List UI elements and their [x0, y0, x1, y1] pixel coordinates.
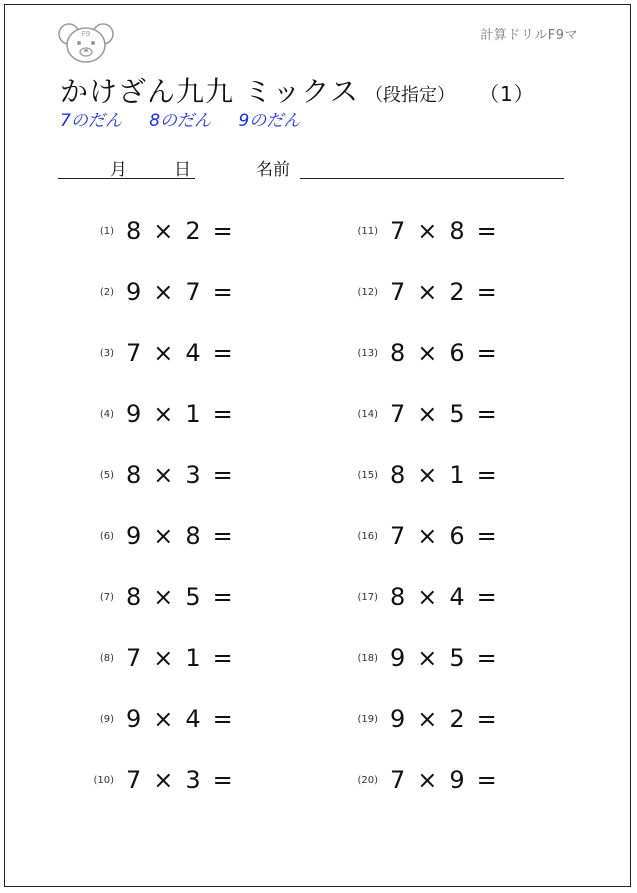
problem-number: (20)	[357, 774, 378, 786]
operand-a: 9	[126, 278, 144, 306]
times-sign: ×	[417, 400, 440, 428]
times-sign: ×	[417, 705, 440, 733]
times-sign: ×	[153, 278, 176, 306]
problem-number: (3)	[99, 347, 114, 359]
operand-a: 8	[390, 461, 408, 489]
problem-expression	[390, 766, 509, 794]
operand-b: 5	[449, 400, 467, 428]
times-sign: ×	[153, 583, 176, 611]
times-sign: ×	[153, 766, 176, 794]
problem-expression	[126, 461, 245, 489]
operand-b: 4	[185, 339, 203, 367]
times-sign: ×	[417, 583, 440, 611]
equals-sign: =	[476, 217, 499, 245]
equals-sign: =	[212, 217, 235, 245]
operand-a: 7	[390, 400, 408, 428]
problem-item	[80, 760, 245, 800]
problem-item	[80, 272, 245, 312]
problem-item	[344, 455, 509, 495]
problem-expression	[390, 583, 509, 611]
day-label: 日	[174, 160, 191, 180]
problem-number: (8)	[99, 652, 114, 664]
dan-list	[60, 106, 322, 131]
problem-number: (13)	[357, 347, 378, 359]
problem-item	[80, 394, 245, 434]
problem-item	[344, 333, 509, 373]
equals-sign: =	[476, 644, 499, 672]
operand-a: 9	[390, 705, 408, 733]
problem-number: (14)	[357, 408, 378, 420]
problem-expression	[126, 522, 245, 550]
problem-number: (2)	[99, 286, 114, 298]
operand-b: 2	[449, 278, 467, 306]
problem-number: (15)	[357, 469, 378, 481]
name-field[interactable]	[300, 178, 564, 179]
problem-expression	[390, 217, 509, 245]
problem-item	[344, 211, 509, 251]
brand-label: 計算ドリルF9マ	[480, 28, 578, 43]
problem-expression	[390, 522, 509, 550]
operand-b: 8	[449, 217, 467, 245]
operand-b: 1	[185, 644, 203, 672]
operand-b: 9	[449, 766, 467, 794]
operand-b: 2	[449, 705, 467, 733]
problem-expression	[390, 461, 509, 489]
operand-a: 8	[126, 583, 144, 611]
problem-expression	[126, 766, 245, 794]
times-sign: ×	[417, 217, 440, 245]
operand-a: 9	[390, 644, 408, 672]
operand-a: 7	[126, 644, 144, 672]
equals-sign: =	[212, 522, 235, 550]
equals-sign: =	[212, 461, 235, 489]
problem-number: (11)	[357, 225, 378, 237]
problem-expression	[126, 705, 245, 733]
title-main: かけざん九九 ミックス	[60, 75, 360, 108]
problem-item	[344, 638, 509, 678]
problem-item	[80, 211, 245, 251]
problem-expression	[126, 217, 245, 245]
equals-sign: =	[476, 461, 499, 489]
problem-number: (10)	[93, 774, 114, 786]
problem-number: (5)	[99, 469, 114, 481]
equals-sign: =	[476, 400, 499, 428]
problem-number: (19)	[357, 713, 378, 725]
times-sign: ×	[153, 217, 176, 245]
operand-b: 6	[449, 339, 467, 367]
problem-number: (18)	[357, 652, 378, 664]
operand-b: 7	[185, 278, 203, 306]
page-title	[60, 70, 535, 110]
problem-number: (1)	[99, 225, 114, 237]
times-sign: ×	[153, 339, 176, 367]
equals-sign: =	[212, 644, 235, 672]
operand-a: 7	[390, 522, 408, 550]
operand-a: 9	[126, 400, 144, 428]
equals-sign: =	[212, 339, 235, 367]
equals-sign: =	[476, 583, 499, 611]
problem-number: (17)	[357, 591, 378, 603]
problem-expression	[126, 339, 245, 367]
operand-b: 5	[449, 644, 467, 672]
problem-item	[80, 333, 245, 373]
equals-sign: =	[212, 400, 235, 428]
problem-number: (16)	[357, 530, 378, 542]
dan-label: 8のだん	[149, 111, 212, 131]
problem-expression	[390, 400, 509, 428]
times-sign: ×	[153, 705, 176, 733]
operand-a: 7	[126, 766, 144, 794]
equals-sign: =	[476, 705, 499, 733]
problem-item	[80, 638, 245, 678]
problem-expression	[390, 339, 509, 367]
problem-item	[80, 455, 245, 495]
problem-item	[344, 394, 509, 434]
problem-expression	[126, 400, 245, 428]
times-sign: ×	[417, 278, 440, 306]
times-sign: ×	[153, 644, 176, 672]
problem-item	[344, 699, 509, 739]
times-sign: ×	[417, 644, 440, 672]
operand-a: 7	[390, 217, 408, 245]
equals-sign: =	[212, 278, 235, 306]
dan-label: 7のだん	[60, 111, 122, 131]
problem-expression	[390, 705, 509, 733]
equals-sign: =	[212, 705, 235, 733]
title-sub: （段指定）	[365, 85, 456, 106]
equals-sign: =	[476, 522, 499, 550]
bear-logo-icon	[57, 22, 115, 64]
times-sign: ×	[417, 522, 440, 550]
times-sign: ×	[153, 400, 176, 428]
problem-expression	[390, 278, 509, 306]
equals-sign: =	[476, 278, 499, 306]
worksheet-number: （1）	[489, 82, 535, 106]
operand-b: 1	[449, 461, 467, 489]
operand-b: 2	[185, 217, 203, 245]
operand-b: 3	[185, 461, 203, 489]
operand-a: 9	[126, 705, 144, 733]
name-label: 名前	[256, 160, 290, 180]
operand-a: 7	[390, 278, 408, 306]
operand-a: 8	[390, 339, 408, 367]
operand-b: 1	[185, 400, 203, 428]
problem-expression	[126, 644, 245, 672]
problem-number: (9)	[99, 713, 114, 725]
operand-a: 8	[126, 461, 144, 489]
problem-item	[344, 760, 509, 800]
problem-item	[80, 699, 245, 739]
worksheet-page	[4, 4, 631, 887]
problem-expression	[390, 644, 509, 672]
times-sign: ×	[153, 461, 176, 489]
operand-b: 6	[449, 522, 467, 550]
equals-sign: =	[212, 766, 235, 794]
date-field[interactable]	[58, 150, 195, 179]
operand-a: 8	[126, 217, 144, 245]
operand-a: 7	[126, 339, 144, 367]
equals-sign: =	[212, 583, 235, 611]
problem-number: (4)	[99, 408, 114, 420]
operand-a: 8	[390, 583, 408, 611]
operand-b: 4	[185, 705, 203, 733]
operand-b: 8	[185, 522, 203, 550]
operand-b: 5	[185, 583, 203, 611]
equals-sign: =	[476, 339, 499, 367]
equals-sign: =	[476, 766, 499, 794]
operand-b: 3	[185, 766, 203, 794]
problem-item	[344, 272, 509, 312]
dan-label: 9のだん	[238, 111, 301, 131]
problem-item	[80, 516, 245, 556]
operand-a: 9	[126, 522, 144, 550]
operand-b: 4	[449, 583, 467, 611]
problem-item	[344, 577, 509, 617]
problem-expression	[126, 278, 245, 306]
month-label: 月	[110, 160, 127, 180]
problem-number: (6)	[99, 530, 114, 542]
problem-expression	[126, 583, 245, 611]
times-sign: ×	[153, 522, 176, 550]
svg-text:F9: F9	[81, 30, 91, 38]
times-sign: ×	[417, 766, 440, 794]
problem-number: (12)	[357, 286, 378, 298]
problem-number: (7)	[99, 591, 114, 603]
times-sign: ×	[417, 461, 440, 489]
problem-item	[80, 577, 245, 617]
times-sign: ×	[417, 339, 440, 367]
problem-item	[344, 516, 509, 556]
operand-a: 7	[390, 766, 408, 794]
